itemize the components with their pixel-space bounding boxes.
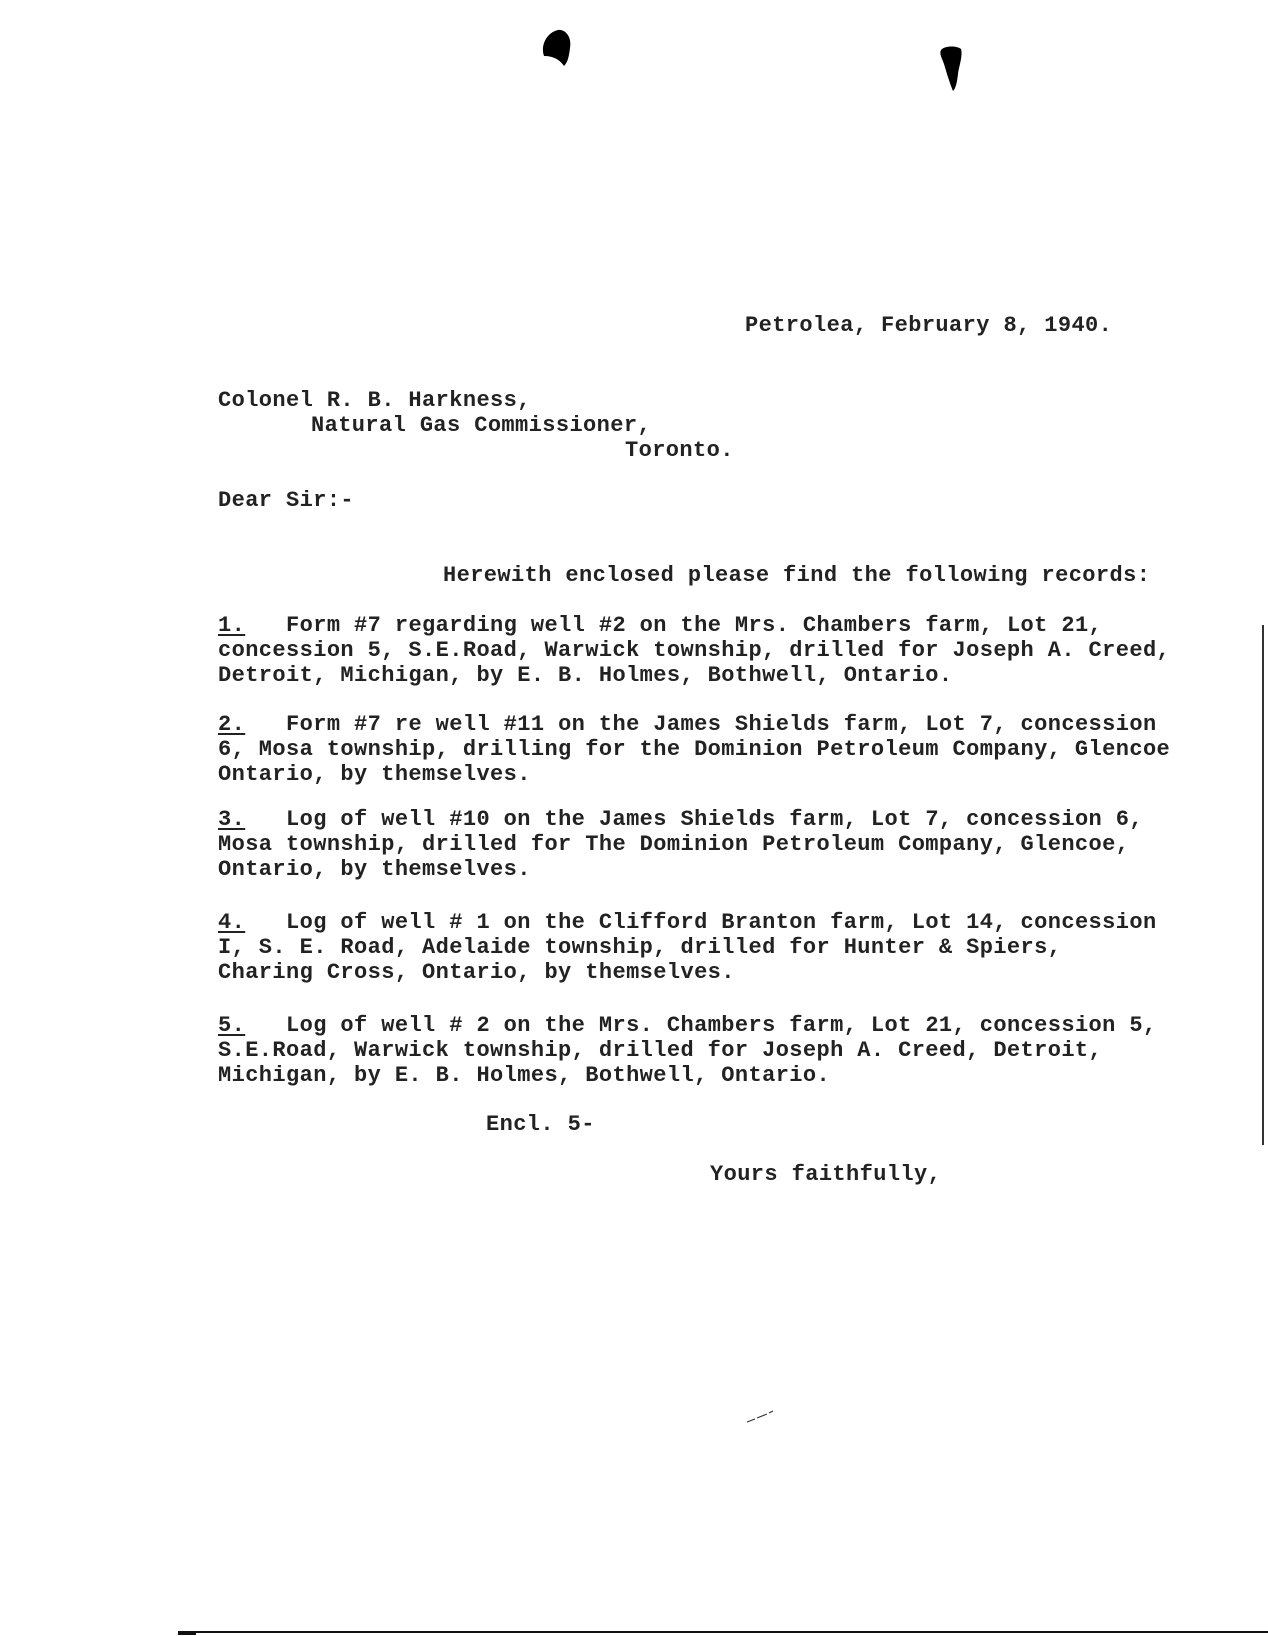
- record-line: Michigan, by E. B. Holmes, Bothwell, Ontario.: [218, 1063, 831, 1088]
- item-number: 3.: [218, 807, 246, 832]
- enclosure-note: Encl. 5-: [486, 1112, 595, 1137]
- recipient-city: Toronto.: [625, 438, 734, 463]
- record-line: Ontario, by themselves.: [218, 857, 531, 882]
- record-item-2: [218, 712, 1268, 787]
- record-line: Mosa township, drilled for The Dominion Petroleum Company, Glencoe,: [218, 832, 1130, 857]
- record-line: I, S. E. Road, Adelaide township, drilled for Hunter & Spiers,: [218, 935, 1062, 960]
- dateline: Petrolea, February 8, 1940.: [745, 313, 1113, 338]
- record-line: Detroit, Michigan, by E. B. Holmes, Bothwell, Ontario.: [218, 663, 953, 688]
- record-line: 3. Log of well #10 on the James Shields farm, Lot 7, concession 6,: [218, 807, 1143, 832]
- record-line: S.E.Road, Warwick township, drilled for Joseph A. Creed, Detroit,: [218, 1038, 1103, 1063]
- bottom-edge-rule: [178, 1631, 1268, 1633]
- bottom-edge-mark: [178, 1631, 196, 1635]
- salutation: Dear Sir:-: [218, 488, 355, 513]
- item-number: 5.: [218, 1013, 246, 1038]
- record-line: concession 5, S.E.Road, Warwick township, drilled for Joseph A. Creed,: [218, 638, 1171, 663]
- record-item-4: [218, 910, 1268, 985]
- pen-mark: [745, 1410, 775, 1424]
- record-item-3: [218, 807, 1268, 882]
- ink-blot-left: [538, 26, 578, 68]
- record-line: 5. Log of well # 2 on the Mrs. Chambers farm, Lot 21, concession 5,: [218, 1013, 1157, 1038]
- record-item-5: [218, 1013, 1268, 1088]
- ink-blot-right: [938, 44, 964, 92]
- item-number: 2.: [218, 712, 246, 737]
- closing: Yours faithfully,: [710, 1162, 942, 1187]
- recipient-title: Natural Gas Commissioner,: [311, 413, 652, 438]
- record-line: 1. Form #7 regarding well #2 on the Mrs. Chambers farm, Lot 21,: [218, 613, 1103, 638]
- item-number: 1.: [218, 613, 246, 638]
- record-line: Ontario, by themselves.: [218, 762, 531, 787]
- record-line: Charing Cross, Ontario, by themselves.: [218, 960, 735, 985]
- record-item-1: [218, 613, 1268, 688]
- record-line: 4. Log of well # 1 on the Clifford Branton farm, Lot 14, concession: [218, 910, 1157, 935]
- page-edge-mark: [1262, 625, 1264, 1145]
- record-line: 2. Form #7 re well #11 on the James Shields farm, Lot 7, concession: [218, 712, 1157, 737]
- item-number: 4.: [218, 910, 246, 935]
- recipient-name: Colonel R. B. Harkness,: [218, 388, 531, 413]
- intro-sentence: Herewith enclosed please find the following records:: [443, 563, 1151, 588]
- record-line: 6, Mosa township, drilling for the Dominion Petroleum Company, Glencoe: [218, 737, 1171, 762]
